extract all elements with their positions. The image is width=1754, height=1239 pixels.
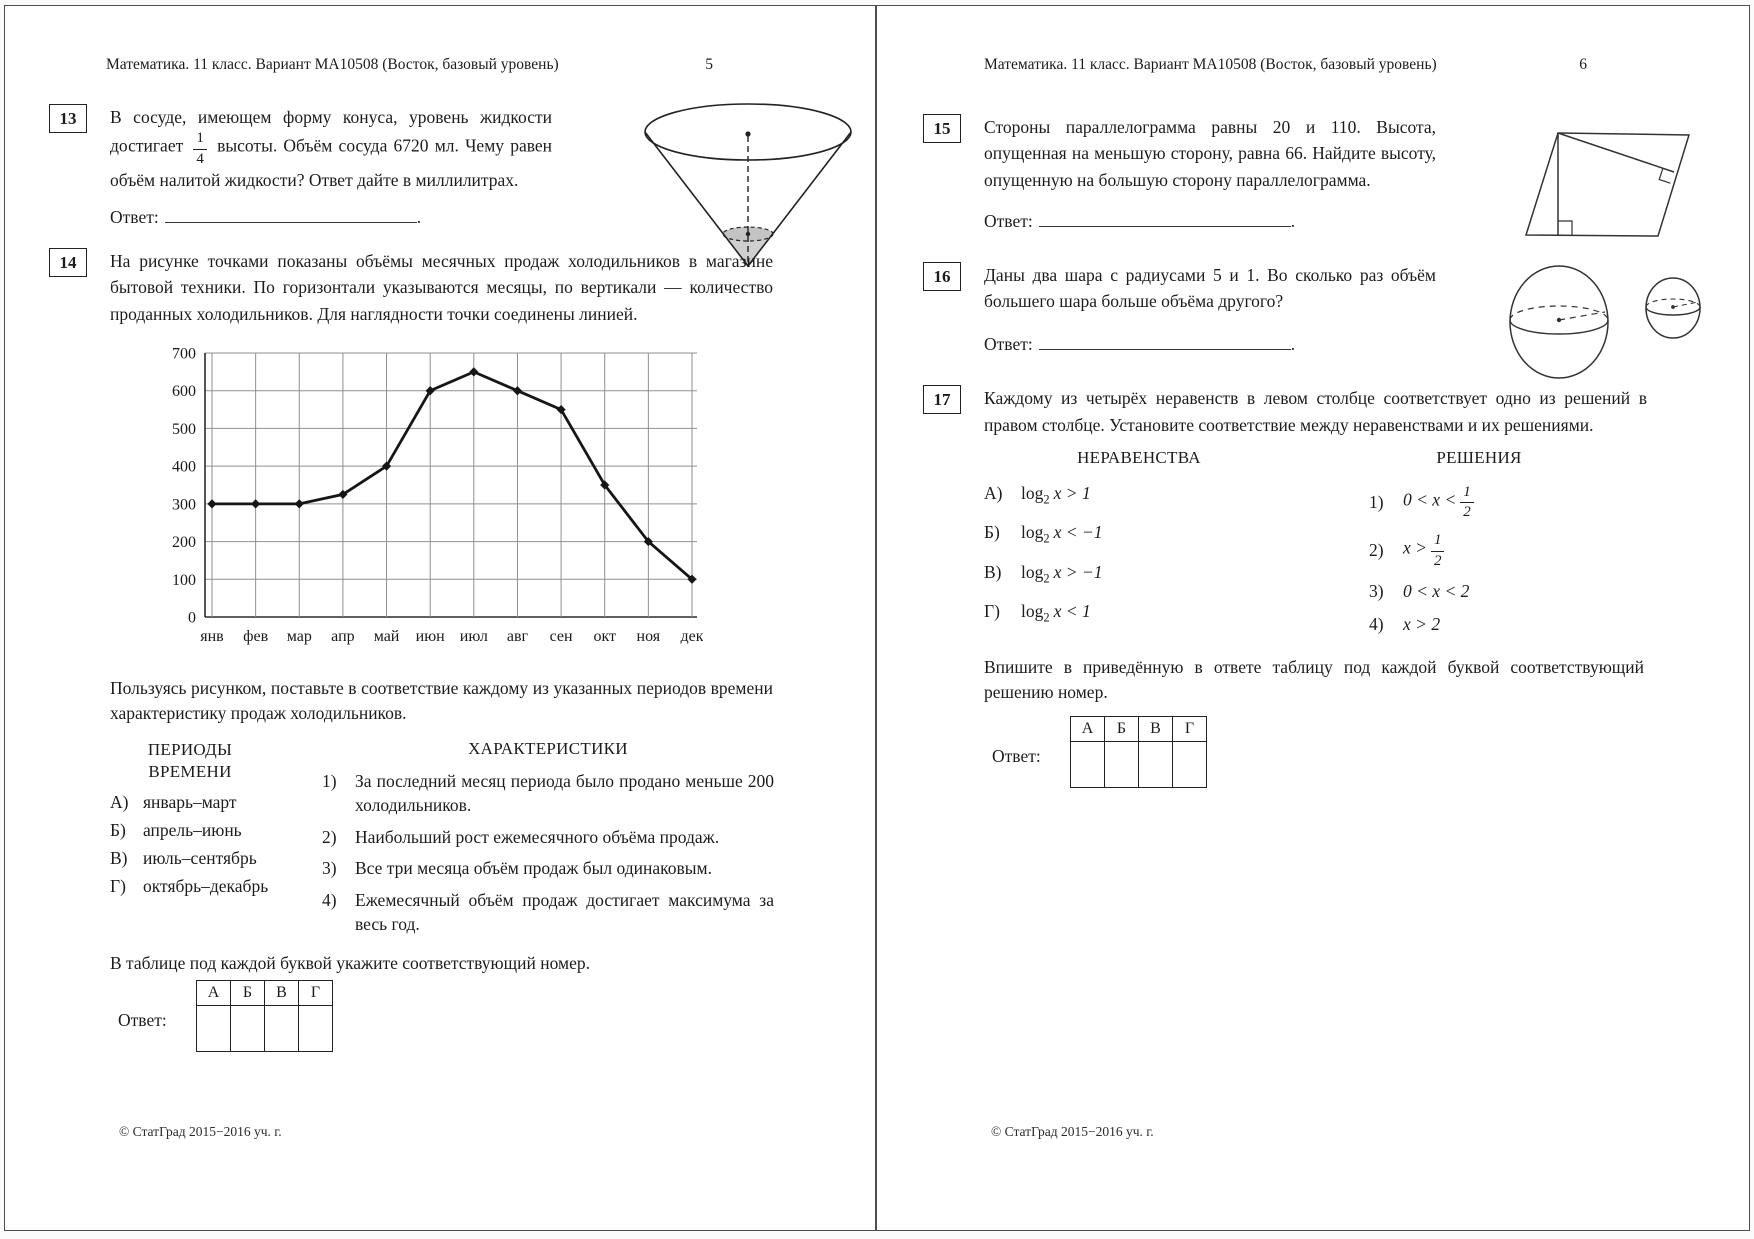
- period-letter: А): [110, 792, 129, 813]
- fraction-numerator: 1: [1431, 532, 1445, 552]
- page-5: [4, 5, 876, 1231]
- inequality-item: [984, 601, 1369, 626]
- problem-13-text-before: В сосуде, имеющем форму конуса, уровень жидкости достигает: [110, 107, 552, 156]
- copyright-footer: © СтатГрад 2015−2016 уч. г.: [119, 1124, 282, 1139]
- problem-16-number: 16: [923, 262, 961, 291]
- answer-table-cell: [1173, 741, 1207, 787]
- svg-text:янв: янв: [200, 627, 224, 645]
- problem-17-fill-instruction: Впишите в приведённую в ответе таблицу под каждой буквой соответствующий решению номер.: [984, 656, 1644, 703]
- sales-chart-wrap: [151, 339, 875, 666]
- log-base: 2: [1043, 492, 1050, 507]
- problem-16-text: Даны два шара с радиусами 5 и 1. Во сколько раз объём большего шара больше объёма другого?: [984, 264, 1436, 311]
- solution-number: 3): [1369, 580, 1384, 601]
- solution-number: 2): [1369, 540, 1384, 560]
- answer-table-cell: [197, 1005, 231, 1051]
- problem-14-answer-block: [118, 980, 875, 1052]
- page-number: 5: [705, 56, 713, 73]
- svg-text:апр: апр: [331, 627, 355, 645]
- problem-15: [923, 114, 1749, 193]
- inequality-item: [984, 483, 1369, 508]
- answer-table-header: Г: [1173, 716, 1207, 741]
- spheres-figure: [1487, 246, 1727, 396]
- characteristics-column: [322, 739, 774, 937]
- solution-expression: x >: [1403, 537, 1427, 558]
- periods-column: [110, 739, 322, 937]
- fraction-denominator: 2: [1433, 552, 1442, 569]
- solution-expression: x > 2: [1403, 613, 1441, 634]
- log-function: log: [1021, 522, 1044, 543]
- answer-period: .: [416, 207, 422, 227]
- page-number: 6: [1579, 56, 1587, 73]
- solutions-column: [1369, 448, 1644, 635]
- page-6: [876, 5, 1750, 1231]
- page-header: [106, 56, 713, 74]
- answer-label: Ответ:: [984, 334, 1033, 355]
- svg-text:сен: сен: [549, 627, 573, 645]
- answer-table-cell: [1139, 741, 1173, 787]
- characteristic-item: [322, 825, 774, 850]
- problem-17: [923, 385, 1749, 438]
- solution-item: [1369, 581, 1644, 602]
- answer-table-cell: [231, 1005, 265, 1051]
- fraction-one-fourth: [193, 130, 207, 167]
- problem-17-answer-block: [992, 716, 1749, 788]
- svg-text:200: 200: [172, 533, 196, 551]
- problem-14-text: На рисунке точками показаны объёмы месячных продаж холодильников в магазине бытовой техники. По горизонтали указываются месяцы, по вертикали — количество проданных холодильников. Для наглядности точки соединены линией.: [110, 251, 773, 324]
- solution-item: [1369, 532, 1644, 569]
- svg-text:ноя: ноя: [636, 627, 661, 645]
- fraction-one-half: [1460, 484, 1474, 521]
- fraction-one-half: [1431, 532, 1445, 569]
- period-label: апрель–июнь: [143, 820, 242, 841]
- svg-text:600: 600: [172, 382, 196, 400]
- answer-table-header: В: [1139, 716, 1173, 741]
- answer-label: Ответ:: [118, 1010, 167, 1030]
- svg-text:окт: окт: [593, 627, 617, 645]
- answer-table-header: А: [197, 980, 231, 1005]
- answer-table: [196, 980, 333, 1052]
- answer-table: [1070, 716, 1207, 788]
- page-header: [984, 56, 1587, 74]
- inequalities-solutions-columns: [984, 448, 1749, 635]
- period-letter: Б): [110, 820, 126, 841]
- answer-label: Ответ:: [992, 746, 1041, 766]
- svg-text:100: 100: [172, 571, 196, 589]
- log-base: 2: [1043, 610, 1050, 625]
- characteristic-text: Наибольший рост ежемесячного объёма продаж.: [355, 826, 720, 847]
- table-instruction: В таблице под каждой буквой укажите соответствующий номер.: [110, 952, 590, 973]
- characteristic-number: 2): [322, 826, 337, 847]
- inequality-expression: x < −1: [1053, 522, 1103, 543]
- answer-table-header: А: [1071, 716, 1105, 741]
- copyright-footer: © СтатГрад 2015−2016 уч. г.: [991, 1124, 1154, 1139]
- problem-15-number: 15: [923, 114, 961, 143]
- log-function: log: [1021, 601, 1044, 622]
- characteristic-text: Все три месяца объём продаж был одинаковым.: [355, 858, 712, 878]
- problem-15-text: Стороны параллелограмма равны 20 и 110. Высота, опущенная на меньшую сторону, равна 66. Найдите высоту, опущенную на большую сторону параллелограмма.: [984, 117, 1436, 190]
- answer-table-header: В: [265, 980, 299, 1005]
- problem-14-match-instruction: Пользуясь рисунком, поставьте в соответствие каждому из указанных периодов времени характеристику продаж холодильников.: [110, 677, 773, 724]
- characteristic-number: 3): [322, 858, 337, 878]
- svg-text:0: 0: [188, 609, 196, 627]
- period-label: январь–март: [143, 792, 237, 813]
- inequality-letter: Б): [984, 522, 1000, 543]
- solution-expression: 0 < x <: [1403, 489, 1457, 509]
- solution-number: 4): [1369, 613, 1384, 634]
- svg-text:фев: фев: [243, 627, 269, 645]
- log-base: 2: [1043, 571, 1050, 586]
- characteristic-item: [322, 856, 774, 881]
- svg-text:авг: авг: [506, 627, 529, 645]
- log-function: log: [1021, 561, 1044, 582]
- svg-text:500: 500: [172, 420, 196, 438]
- document-title: Математика. 11 класс. Вариант МА10508 (Восток, базовый уровень): [984, 56, 1437, 73]
- fraction-numerator: 1: [193, 130, 207, 150]
- inequality-item: [984, 522, 1369, 547]
- period-letter: Г): [110, 876, 126, 897]
- answer-table-cell: [265, 1005, 299, 1051]
- problem-13-text-after: высоты. Объём сосуда 6720 мл. Чему равен объём налитой жидкости? Ответ дайте в миллилитрах.: [110, 135, 553, 190]
- log-base: 2: [1043, 531, 1050, 546]
- document-title: Математика. 11 класс. Вариант МА10508 (Восток, базовый уровень): [106, 56, 559, 73]
- answer-blank: [165, 205, 417, 223]
- inequality-expression: x < 1: [1053, 601, 1091, 622]
- log-function: log: [1021, 482, 1044, 503]
- period-label: июль–сентябрь: [143, 848, 257, 869]
- fraction-denominator: 2: [1463, 504, 1471, 521]
- period-item: [110, 820, 322, 841]
- problem-17-number: 17: [923, 385, 961, 414]
- inequality-letter: В): [984, 561, 1002, 582]
- matching-columns: [110, 739, 875, 937]
- problem-16: [923, 262, 1749, 315]
- solution-expression: 0 < x < 2: [1403, 580, 1470, 601]
- fraction-denominator: 4: [196, 150, 204, 167]
- period-label: октябрь–декабрь: [143, 876, 269, 897]
- periods-title-line2: ВРЕМЕНИ: [148, 762, 232, 782]
- characteristic-number: 1): [322, 770, 337, 791]
- characteristic-text: Ежемесячный объём продаж достигает максимума за весь год.: [355, 889, 774, 934]
- sales-chart: [151, 339, 703, 661]
- problem-13-number: 13: [49, 104, 87, 133]
- svg-text:400: 400: [172, 458, 196, 476]
- fraction-numerator: 1: [1460, 484, 1474, 504]
- answer-table-header: Б: [1105, 716, 1139, 741]
- period-item: [110, 876, 322, 897]
- inequality-expression: x > −1: [1053, 561, 1103, 582]
- solution-item: [1369, 614, 1644, 635]
- period-item: [110, 792, 322, 813]
- characteristic-item: [322, 888, 774, 937]
- answer-table-cell: [1105, 741, 1139, 787]
- answer-label: Ответ:: [984, 210, 1033, 231]
- solutions-title: РЕШЕНИЯ: [1436, 447, 1522, 467]
- characteristic-number: 4): [322, 889, 337, 910]
- characteristics-title: ХАРАКТЕРИСТИКИ: [468, 738, 628, 758]
- solution-number: 1): [1369, 491, 1384, 512]
- solution-item: [1369, 484, 1644, 521]
- problem-14-number: 14: [49, 248, 87, 277]
- problem-13: [49, 104, 875, 193]
- characteristic-text: За последний месяц периода было продано меньше 200 холодильников.: [355, 770, 774, 815]
- answer-table-cell: [1071, 741, 1105, 787]
- answer-period: .: [1290, 210, 1296, 231]
- answer-blank: [1039, 332, 1291, 350]
- inequalities-column: [984, 448, 1369, 635]
- periods-title-line1: ПЕРИОДЫ: [147, 739, 233, 759]
- inequality-letter: А): [984, 482, 1003, 503]
- answer-period: .: [1290, 334, 1296, 355]
- parallelogram-figure: [1508, 110, 1723, 250]
- problem-14: [49, 248, 875, 327]
- answer-table-header: Б: [231, 980, 265, 1005]
- inequality-letter: Г): [984, 601, 1000, 622]
- svg-text:май: май: [373, 627, 400, 645]
- svg-text:300: 300: [172, 496, 196, 514]
- svg-text:июл: июл: [459, 627, 488, 645]
- period-item: [110, 848, 322, 869]
- svg-text:июн: июн: [415, 627, 445, 645]
- svg-text:дек: дек: [680, 627, 703, 645]
- problem-13-text: [110, 104, 552, 193]
- answer-blank: [1039, 209, 1291, 227]
- inequalities-title: НЕРАВЕНСТВА: [1077, 447, 1201, 467]
- inequality-expression: x > 1: [1053, 482, 1091, 503]
- answer-table-header: Г: [299, 980, 333, 1005]
- periods-title: [110, 739, 270, 785]
- svg-text:мар: мар: [286, 627, 312, 645]
- answer-label: Ответ:: [110, 207, 159, 227]
- characteristic-item: [322, 769, 774, 818]
- problem-17-text: Каждому из четырёх неравенств в левом столбце соответствует одно из решений в правом столбце. Установите соответствие между неравенствами и их решениями.: [984, 388, 1647, 435]
- answer-table-cell: [299, 1005, 333, 1051]
- inequality-item: [984, 562, 1369, 587]
- period-letter: В): [110, 848, 128, 869]
- svg-text:700: 700: [172, 345, 196, 363]
